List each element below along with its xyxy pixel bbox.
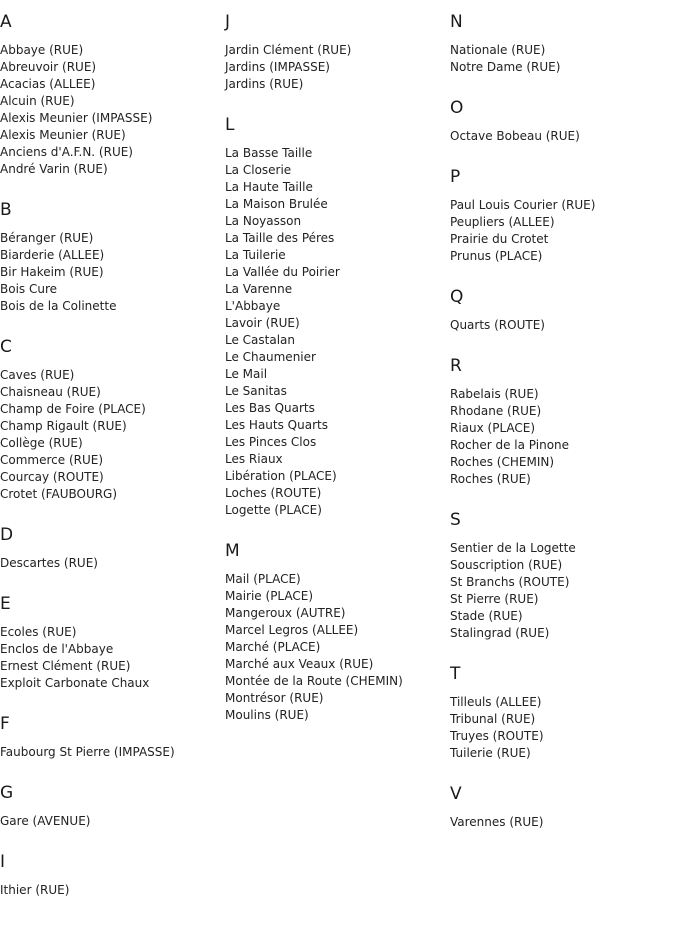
street-list	[0, 555, 220, 572]
letter-heading: F	[0, 714, 10, 734]
letter-group	[450, 98, 670, 145]
street-name: Rocher de la Pinone	[450, 438, 570, 452]
street-name: Libération (PLACE)	[225, 469, 337, 483]
street-name: Bois de la Colinette	[0, 299, 117, 313]
letter-heading: I	[0, 852, 6, 872]
letter-heading: O	[450, 98, 464, 118]
letter-group	[225, 12, 445, 93]
street-name: St Branchs (ROUTE)	[450, 575, 570, 589]
street-name: Jardins (IMPASSE)	[225, 60, 330, 74]
letter-group	[225, 541, 445, 724]
street-list	[450, 814, 670, 831]
street-name: Le Sanitas	[225, 384, 287, 398]
street-name: Collège (RUE)	[0, 436, 83, 450]
street-name: Béranger (RUE)	[0, 231, 94, 245]
street-name: Truyes (ROUTE)	[450, 729, 544, 743]
street-name: Chaisneau (RUE)	[0, 385, 101, 399]
letter-heading: B	[0, 200, 12, 220]
street-list	[0, 744, 220, 761]
street-name: Les Hauts Quarts	[225, 418, 328, 432]
letter-heading: G	[0, 783, 14, 803]
letter-group	[0, 594, 220, 692]
street-name: Riaux (PLACE)	[450, 421, 536, 435]
street-name: Courcay (ROUTE)	[0, 470, 104, 484]
street-name: Roches (CHEMIN)	[450, 455, 555, 469]
letter-heading: V	[450, 784, 462, 804]
street-name: Champ Rigault (RUE)	[0, 419, 127, 433]
street-name: Marché aux Veaux (RUE)	[225, 657, 374, 671]
street-name: Anciens d'A.F.N. (RUE)	[0, 145, 133, 159]
street-name: L'Abbaye	[225, 299, 281, 313]
street-name: Alexis Meunier (IMPASSE)	[0, 111, 153, 125]
street-name: La Noyasson	[225, 214, 302, 228]
letter-group	[0, 852, 220, 899]
street-name: Alexis Meunier (RUE)	[0, 128, 126, 142]
street-name: Abreuvoir (RUE)	[0, 60, 97, 74]
street-name: Moulins (RUE)	[225, 708, 309, 722]
street-name: Stalingrad (RUE)	[450, 626, 550, 640]
street-name: Tilleuls (ALLEE)	[450, 695, 542, 709]
letter-group	[0, 12, 220, 178]
street-list	[0, 230, 220, 315]
street-name: Prairie du Crotet	[450, 232, 549, 246]
street-list	[450, 540, 670, 642]
street-name: La Basse Taille	[225, 146, 313, 160]
street-list	[225, 145, 445, 519]
street-name: St Pierre (RUE)	[450, 592, 539, 606]
street-name: Rabelais (RUE)	[450, 387, 539, 401]
street-name: Marché (PLACE)	[225, 640, 321, 654]
street-name: Commerce (RUE)	[0, 453, 104, 467]
letter-group	[450, 510, 670, 642]
street-name: Mail (PLACE)	[225, 572, 301, 586]
street-name: Lavoir (RUE)	[225, 316, 300, 330]
letter-group	[0, 200, 220, 315]
street-name: Bois Cure	[0, 282, 58, 296]
street-name: Tribunal (RUE)	[450, 712, 536, 726]
letter-heading: Q	[450, 287, 464, 307]
letter-group	[450, 167, 670, 265]
street-name: Jardins (RUE)	[225, 77, 304, 91]
street-list	[225, 571, 445, 724]
letter-heading: R	[450, 356, 462, 376]
street-name: André Varin (RUE)	[0, 162, 108, 176]
street-name: Stade (RUE)	[450, 609, 523, 623]
street-name: Le Mail	[225, 367, 268, 381]
street-name: Acacias (ALLEE)	[0, 77, 96, 91]
street-name: Exploit Carbonate Chaux	[0, 676, 150, 690]
street-name: Crotet (FAUBOURG)	[0, 487, 118, 501]
street-name: Mairie (PLACE)	[225, 589, 314, 603]
street-name: Nationale (RUE)	[450, 43, 546, 57]
street-name: La Tuilerie	[225, 248, 286, 262]
street-name: Descartes (RUE)	[0, 556, 98, 570]
street-name: La Varenne	[225, 282, 293, 296]
letter-heading: J	[225, 12, 231, 32]
street-name: Ernest Clément (RUE)	[0, 659, 131, 673]
street-name: Montée de la Route (CHEMIN)	[225, 674, 403, 688]
street-name: Caves (RUE)	[0, 368, 75, 382]
letter-group	[0, 525, 220, 572]
street-name: Biarderie (ALLEE)	[0, 248, 105, 262]
letter-group	[0, 783, 220, 830]
letter-group	[450, 12, 670, 76]
street-name: Les Bas Quarts	[225, 401, 315, 415]
street-list	[0, 882, 220, 899]
letter-heading: N	[450, 12, 463, 32]
street-name: Bir Hakeim (RUE)	[0, 265, 104, 279]
street-name: Notre Dame (RUE)	[450, 60, 561, 74]
street-list	[450, 42, 670, 76]
street-name: Varennes (RUE)	[450, 815, 544, 829]
street-name: Les Riaux	[225, 452, 283, 466]
street-name: Logette (PLACE)	[225, 503, 322, 517]
letter-group	[450, 664, 670, 762]
street-list	[450, 128, 670, 145]
street-name: Champ de Foire (PLACE)	[0, 402, 146, 416]
letter-group	[450, 356, 670, 488]
letter-heading: P	[450, 167, 461, 187]
street-name: Prunus (PLACE)	[450, 249, 543, 263]
street-name: La Haute Taille	[225, 180, 313, 194]
street-list	[0, 813, 220, 830]
street-column-3	[450, 12, 670, 853]
street-name: Faubourg St Pierre (IMPASSE)	[0, 745, 175, 759]
street-name: Ecoles (RUE)	[0, 625, 77, 639]
street-list	[450, 386, 670, 488]
street-name: La Closerie	[225, 163, 292, 177]
street-name: Souscription (RUE)	[450, 558, 563, 572]
street-name: Les Pinces Clos	[225, 435, 317, 449]
letter-heading: L	[225, 115, 235, 135]
street-name: Rhodane (RUE)	[450, 404, 542, 418]
letter-heading: T	[450, 664, 461, 684]
street-name: La Vallée du Poirier	[225, 265, 340, 279]
street-name: La Maison Brulée	[225, 197, 328, 211]
letter-group	[225, 115, 445, 519]
street-list	[450, 197, 670, 265]
street-name: Roches (RUE)	[450, 472, 531, 486]
street-name: Quarts (ROUTE)	[450, 318, 545, 332]
street-name: Octave Bobeau (RUE)	[450, 129, 580, 143]
letter-group	[0, 714, 220, 761]
street-list	[0, 42, 220, 178]
street-name: Marcel Legros (ALLEE)	[225, 623, 359, 637]
street-name: Mangeroux (AUTRE)	[225, 606, 346, 620]
street-list	[225, 42, 445, 93]
street-name: Gare (AVENUE)	[0, 814, 91, 828]
letter-heading: D	[0, 525, 14, 545]
street-name: Jardin Clément (RUE)	[225, 43, 352, 57]
street-list	[450, 317, 670, 334]
street-name: Alcuin (RUE)	[0, 94, 75, 108]
street-name: Peupliers (ALLEE)	[450, 215, 555, 229]
letter-heading: S	[450, 510, 461, 530]
letter-heading: C	[0, 337, 12, 357]
letter-heading: E	[0, 594, 11, 614]
street-name: Tuilerie (RUE)	[450, 746, 531, 760]
letter-heading: A	[0, 12, 12, 32]
street-name: Sentier de la Logette	[450, 541, 576, 555]
street-list	[0, 624, 220, 692]
letter-group	[450, 784, 670, 831]
street-name: Loches (ROUTE)	[225, 486, 322, 500]
street-name: Abbaye (RUE)	[0, 43, 84, 57]
street-name: Le Castalan	[225, 333, 296, 347]
street-list	[450, 694, 670, 762]
street-column-1	[0, 12, 220, 921]
street-column-2	[225, 12, 445, 746]
street-name: Montrésor (RUE)	[225, 691, 324, 705]
letter-group	[0, 337, 220, 503]
street-list	[0, 367, 220, 503]
letter-heading: M	[225, 541, 240, 561]
street-name: Enclos de l'Abbaye	[0, 642, 114, 656]
street-name: Ithier (RUE)	[0, 883, 70, 897]
street-name: Paul Louis Courier (RUE)	[450, 198, 596, 212]
street-name: Le Chaumenier	[225, 350, 316, 364]
street-name: La Taille des Péres	[225, 231, 335, 245]
letter-group	[450, 287, 670, 334]
